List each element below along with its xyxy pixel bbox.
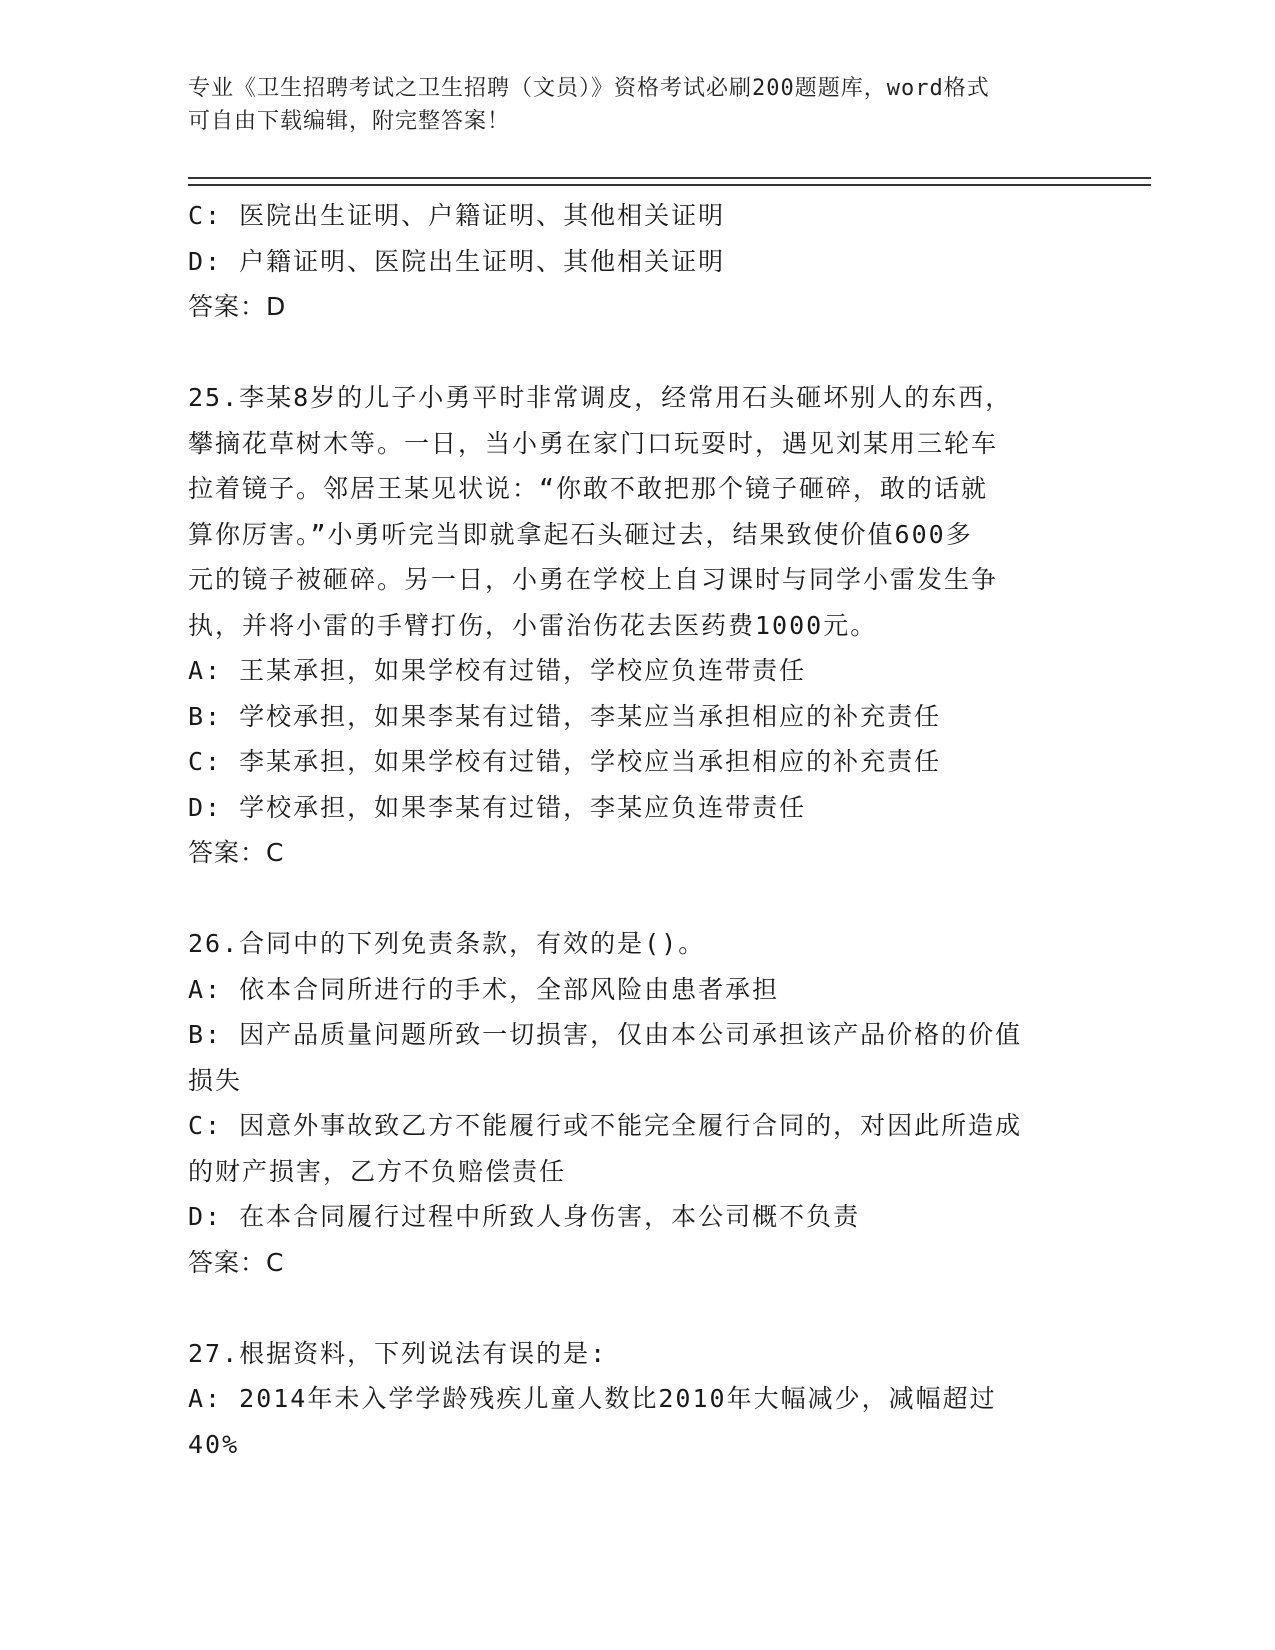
question-stem: 拉着镜子。邻居王某见状说：“你敢不敢把那个镜子砸碎，敢的话就 xyxy=(188,474,989,503)
option-c: C: 医院出生证明、户籍证明、其他相关证明 xyxy=(188,201,726,230)
header-divider-top xyxy=(188,177,1151,179)
option-b: B: 学校承担，如果李某有过错，李某应当承担相应的补充责任 xyxy=(188,701,942,731)
option-a: A: 2014年未入学学龄残疾儿童人数比2010年大幅减少，减幅超过 xyxy=(188,1384,997,1413)
spacer xyxy=(188,330,1078,376)
question-stem: 25.李某8岁的儿子小勇平时非常调皮，经常用石头砸坏别人的东西， xyxy=(188,383,1013,412)
question-stem: 26.合同中的下列免责条款，有效的是()。 xyxy=(188,929,706,958)
question-stem: 元的镜子被砸碎。另一日，小勇在学校上自习课时与同学小雷发生争 xyxy=(188,565,999,594)
option-a: A: 王某承担，如果学校有过错，学校应负连带责任 xyxy=(188,656,807,685)
question-stem: 攀摘花草树木等。一日，当小勇在家门口玩耍时，遇见刘某用三轮车 xyxy=(188,428,999,458)
question-25 xyxy=(188,375,1078,876)
option-c: C: 因意外事故致乙方不能履行或不能完全履行合同的，对因此所造成 xyxy=(188,1111,1023,1140)
header-divider-bottom xyxy=(188,184,1151,186)
option-d: D: 在本合同履行过程中所致人身伤害，本公司概不负责 xyxy=(188,1202,861,1231)
option-c-continued: 的财产损害，乙方不负赔偿责任 xyxy=(188,1156,567,1186)
question-stem: 27.根据资料，下列说法有误的是: xyxy=(188,1338,608,1368)
document-header xyxy=(188,72,1088,138)
option-a: A: 依本合同所进行的手术，全部风险由患者承担 xyxy=(188,974,780,1004)
question-24-tail xyxy=(188,193,1078,330)
answer-line: 答案：C xyxy=(188,838,285,867)
option-b-continued: 损失 xyxy=(188,1065,243,1095)
spacer xyxy=(188,1285,1078,1331)
option-d: D: 学校承担，如果李某有过错，李某应负连带责任 xyxy=(188,792,807,822)
spacer xyxy=(188,876,1078,922)
question-stem: 执，并将小雷的手臂打伤，小雷治伤花去医药费1000元。 xyxy=(188,610,878,640)
answer-line: 答案：C xyxy=(188,1247,285,1277)
option-c: C: 李某承担，如果学校有过错，学校应当承担相应的补充责任 xyxy=(188,747,942,776)
document-body xyxy=(188,193,1078,1467)
question-26 xyxy=(188,921,1078,1285)
option-b: B: 因产品质量问题所致一切损害，仅由本公司承担该产品价格的价值 xyxy=(188,1020,1023,1049)
question-stem: 算你厉害。”小勇听完当即就拿起石头砸过去，结果致使价值600多 xyxy=(188,519,973,549)
question-27 xyxy=(188,1331,1078,1468)
header-title-line-1: 专业《卫生招聘考试之卫生招聘（文员）》资格考试必刷200题题库，word格式 xyxy=(188,76,990,101)
answer-line: 答案：D xyxy=(188,292,287,321)
header-title-line-2: 可自由下载编辑，附完整答案！ xyxy=(188,109,511,134)
option-a-continued: 40% xyxy=(188,1429,240,1459)
option-d: D: 户籍证明、医院出生证明、其他相关证明 xyxy=(188,246,726,276)
